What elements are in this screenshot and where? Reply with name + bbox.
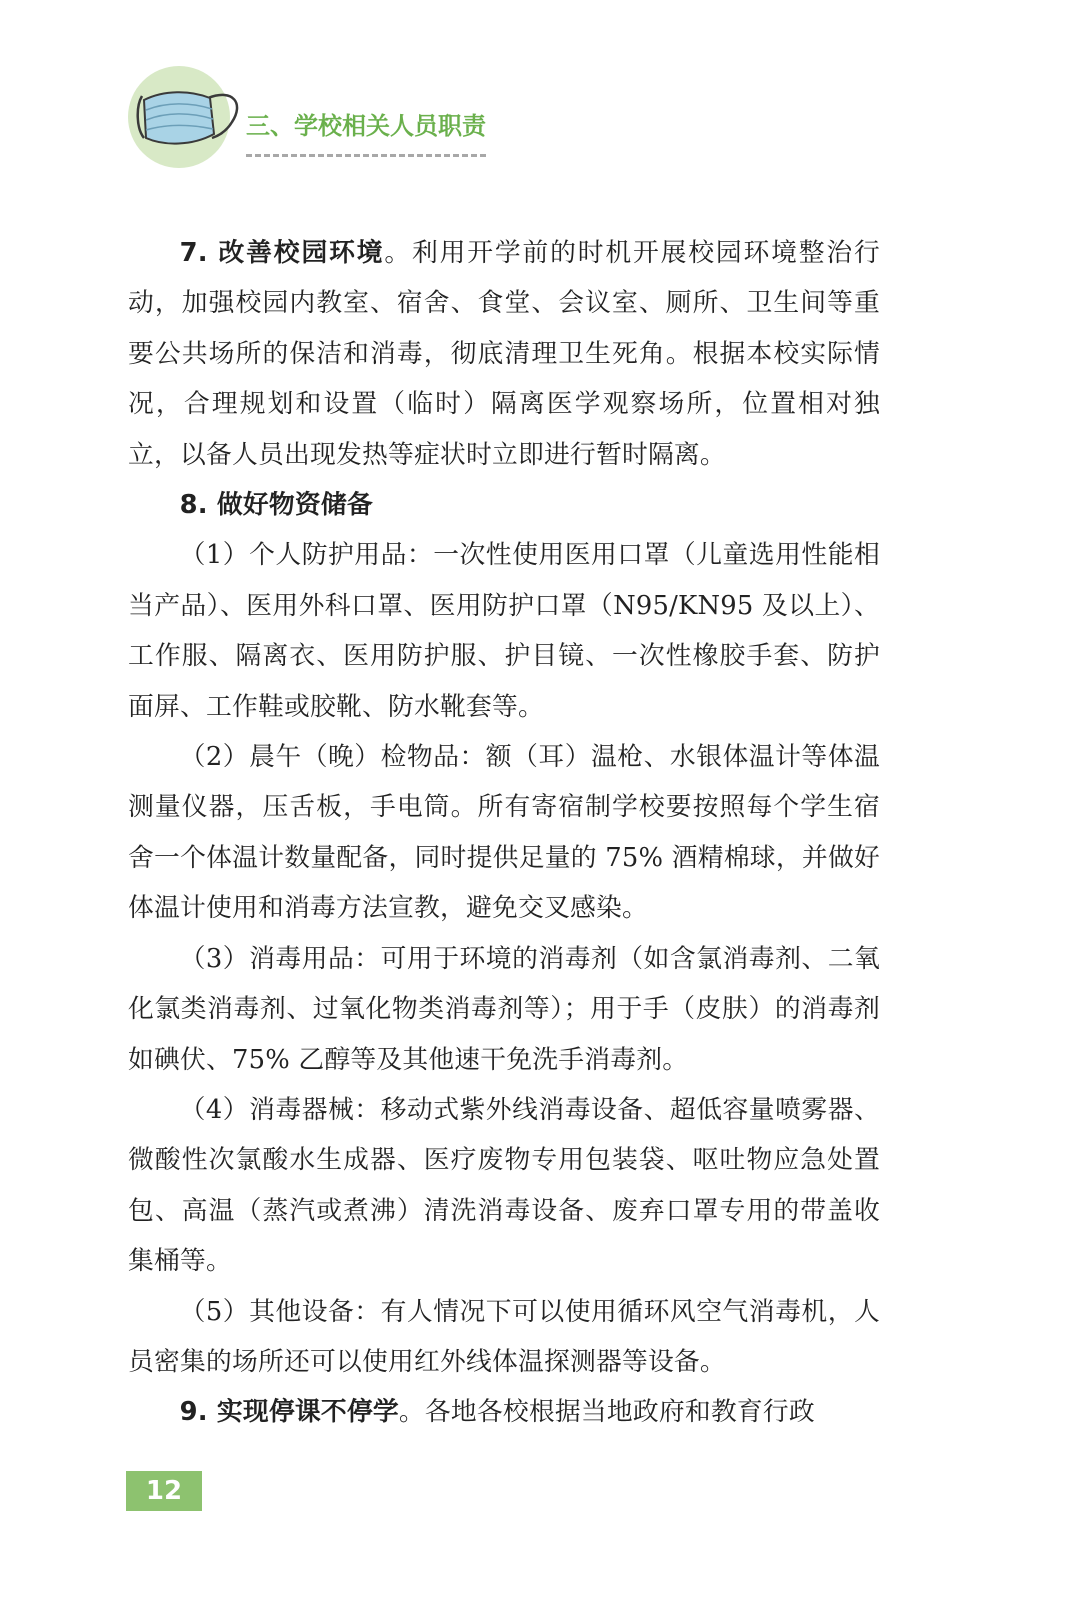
paragraph-text: （1）个人防护用品：一次性使用医用口罩（儿童选用性能相当产品）、医用外科口罩、医用防护口罩（N95/KN95 及以上）、工作服、隔离衣、医用防护服、护目镜、一次性橡胶手套、防护面屏、工作鞋或胶靴、防水靴套等。 [128,540,880,722]
section-title: 三、学校相关人员职责 [246,112,486,140]
paragraph-8-2 [128,732,880,934]
paragraph-7 [128,228,880,480]
title-underline [246,154,486,157]
paragraph-text: 。各地各校根据当地政府和教育行政 [398,1397,815,1428]
page-number: 12 [126,1471,202,1511]
paragraph-text: （3）消毒用品：可用于环境的消毒剂（如含氯消毒剂、二氧化氯类消毒剂、过氧化物类消毒剂等）；用于手（皮肤）的消毒剂如碘伏、75% 乙醇等及其他速干免洗手消毒剂。 [128,943,880,1075]
body-text [128,228,880,1438]
face-mask-icon [134,82,246,158]
paragraph-8-3 [128,934,880,1085]
paragraph-heading: 9. 实现停课不停学 [179,1397,399,1428]
paragraph-8-1 [128,530,880,732]
paragraph-8-5 [128,1287,880,1388]
paragraph-8 [128,480,880,530]
paragraph-text: （5）其他设备：有人情况下可以使用循环风空气消毒机，人员密集的场所还可以使用红外线体温探测器等设备。 [128,1296,880,1377]
paragraph-9 [128,1387,880,1437]
paragraph-text: （4）消毒器械：移动式紫外线消毒设备、超低容量喷雾器、微酸性次氯酸水生成器、医疗废物专用包装袋、呕吐物应急处置包、高温（蒸汽或煮沸）清洗消毒设备、废弃口罩专用的带盖收集桶等。 [128,1094,880,1277]
paragraph-text: 。利用开学前的时机开展校园环境整治行动，加强校园内教室、宿舍、食堂、会议室、厕所、卫生间等重要公共场所的保洁和消毒，彻底清理卫生死角。根据本校实际情况，合理规划和设置（临时）隔离医学观察场所，位置相对独立，以备人员出现发热等症状时立即进行暂时隔离。 [128,238,880,470]
paragraph-heading: 8. 做好物资储备 [179,490,373,521]
paragraph-text: （2）晨午（晚）检物品：额（耳）温枪、水银体温计等体温测量仪器，压舌板，手电筒。所有寄宿制学校要按照每个学生宿舍一个体温计数量配备，同时提供足量的 75% 酒精棉球，并做好体温计使用和消毒方法宣教，避免交叉感染。 [128,742,880,924]
paragraph-heading: 7. 改善校园环境 [179,238,385,268]
paragraph-8-4 [128,1085,880,1287]
section-header [128,66,528,181]
